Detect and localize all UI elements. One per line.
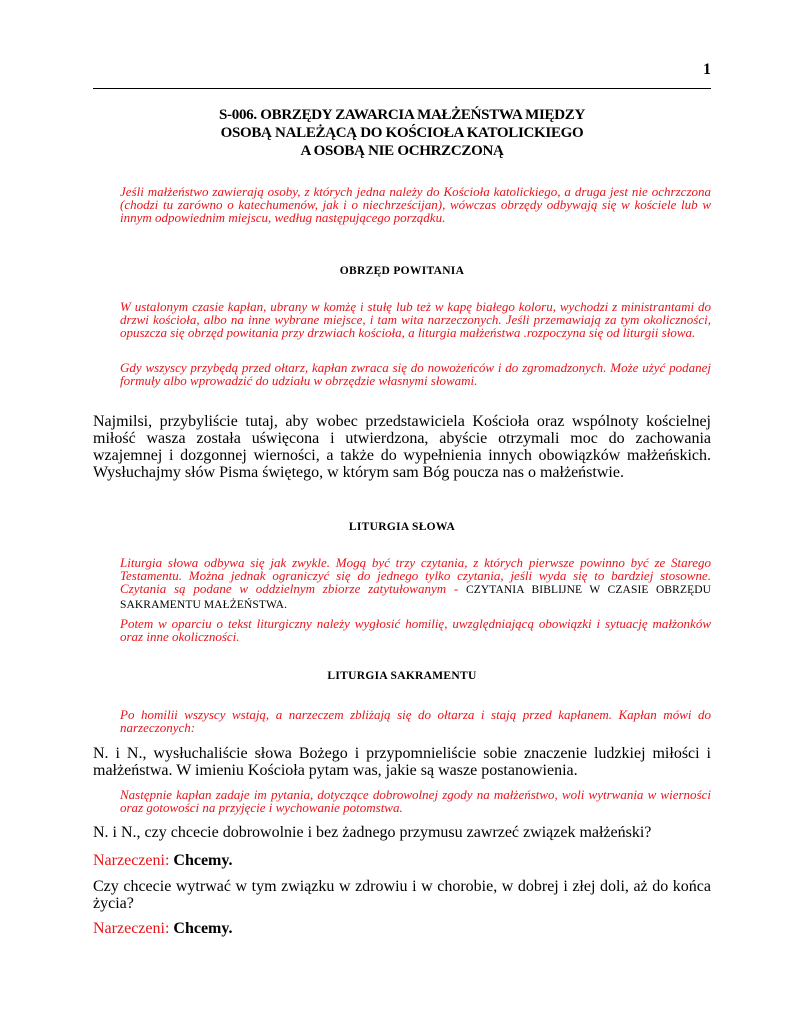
response-1-speaker: Narzeczeni: xyxy=(93,852,170,869)
title-line-1: S-006. OBRZĘDY ZAWARCIA MAŁŻEŃSTWA MIĘDZY xyxy=(219,107,585,123)
slowa-rubric-1-text: Liturgia słowa odbywa się jak zwykle. Mogą być trzy czytania, z których pierwsze powinno być ze Starego Testamentu. Można jednak ograniczyć się do jednego tylko czytania, jeśli wyda się to bardziej stosowne. Czytania są podane w oddzielnym zbiorze zatytułowanym - xyxy=(120,555,711,596)
powitanie-rubric-1: W ustalonym czasie kapłan, ubrany w komżę i stułę lub też w kapę białego koloru, wychodzi z ministrantami do drzwi kościoła, albo na inne wybrane miejsce, i tam wita narzeczonych. Jeśli przemawiają za tym okoliczności, opuszcza się obrzęd powitania przy drzwiach kościoła, a liturgia małżeństwa .rozpoczyna się od liturgii słowa. xyxy=(120,299,711,340)
sakrament-rubric-2: Następnie kapłan zadaje im pytania, dotyczące dobrowolnej zgody na małżeństwo, woli wytrwania w wierności oraz gotowości na przyjęcie i wychowanie potomstwa. xyxy=(120,787,711,815)
response-2 xyxy=(93,920,233,937)
slowa-rubric-1 xyxy=(120,556,711,612)
heading-liturgia-sakramentu: LITURGIA SAKRAMENTU xyxy=(327,670,477,682)
powitanie-rubric-2: Gdy wszyscy przybędą przed ołtarz, kapłan zwraca się do nowożeńców i do zgromadzonych. Może użyć podanej formuły albo wprowadzić do udziału w obrzędzie własnymi słowami. xyxy=(120,360,711,388)
response-1-answer: Chcemy. xyxy=(173,852,233,869)
response-2-answer: Chcemy. xyxy=(173,920,233,937)
response-1 xyxy=(93,852,233,869)
question-2: Czy chcecie wytrwać w tym związku w zdrowiu i w chorobie, w dobrej i złej doli, aż do końca życia? xyxy=(93,878,711,912)
sakrament-text-1: N. i N., wysłuchaliście słowa Bożego i przypomnieliście sobie znaczenie ludzkiej miłości i małżeństwa. W imieniu Kościoła pytam was, jakie są wasze postanowienia. xyxy=(93,745,711,779)
lectionary-title-end: . xyxy=(284,599,288,611)
header-rule xyxy=(93,88,711,89)
title-line-2: OSOBĄ NALEŻĄCĄ DO KOŚCIOŁA KATOLICKIEGO xyxy=(220,125,584,141)
slowa-rubric-2: Potem w oparciu o tekst liturgiczny należy wygłosić homilię, uwzględniającą obowiązki i sytuację małżonków oraz inne okoliczności. xyxy=(120,616,711,644)
response-2-speaker: Narzeczeni: xyxy=(93,920,170,937)
sakrament-rubric-1: Po homilii wszyscy wstają, a narzeczem zbliżają się do ołtarza i stają przed kapłanem. Kapłan mówi do narzeczonych: xyxy=(120,707,711,735)
heading-obrzed-powitania: OBRZĘD POWITANIA xyxy=(339,265,465,277)
page-number: 1 xyxy=(703,61,711,78)
question-1: N. i N., czy chcecie dobrowolnie i bez żadnego przymusu zawrzeć związek małżeński? xyxy=(93,824,652,841)
heading-liturgia-slowa: LITURGIA SŁOWA xyxy=(348,521,456,533)
document-title xyxy=(93,106,711,160)
title-line-3: A OSOBĄ NIE OCHRZCZONĄ xyxy=(300,143,504,159)
powitanie-address-text: Najmilsi, przybyliście tutaj, aby wobec przedstawiciela Kościoła oraz wspólnoty kościelnej miłość wasza została uświęcona i utwierdzona, abyście otrzymali moc do zachowania wzajemnej i dozgonnej wierności, a także do wypełnienia innych obowiązków małżeńskich. Wysłuchajmy słów Pisma świętego, w którym sam Bóg poucza nas o małżeństwie. xyxy=(93,413,711,481)
intro-rubric: Jeśli małżeństwo zawierają osoby, z których jedna należy do Kościoła katolickiego, a druga jest nie ochrzczona (chodzi tu zarówno o katechumenów, jak i o niechrześcijan), wówczas obrzędy odbywają się w kościele lub w innym odpowiednim miejscu, według następującego porządku. xyxy=(120,184,711,225)
lectionary-title: CZYTANIA BIBLIJNE W CZASIE OBRZĘDU SAKRAMENTU MAŁŻEŃSTWA xyxy=(120,584,711,611)
